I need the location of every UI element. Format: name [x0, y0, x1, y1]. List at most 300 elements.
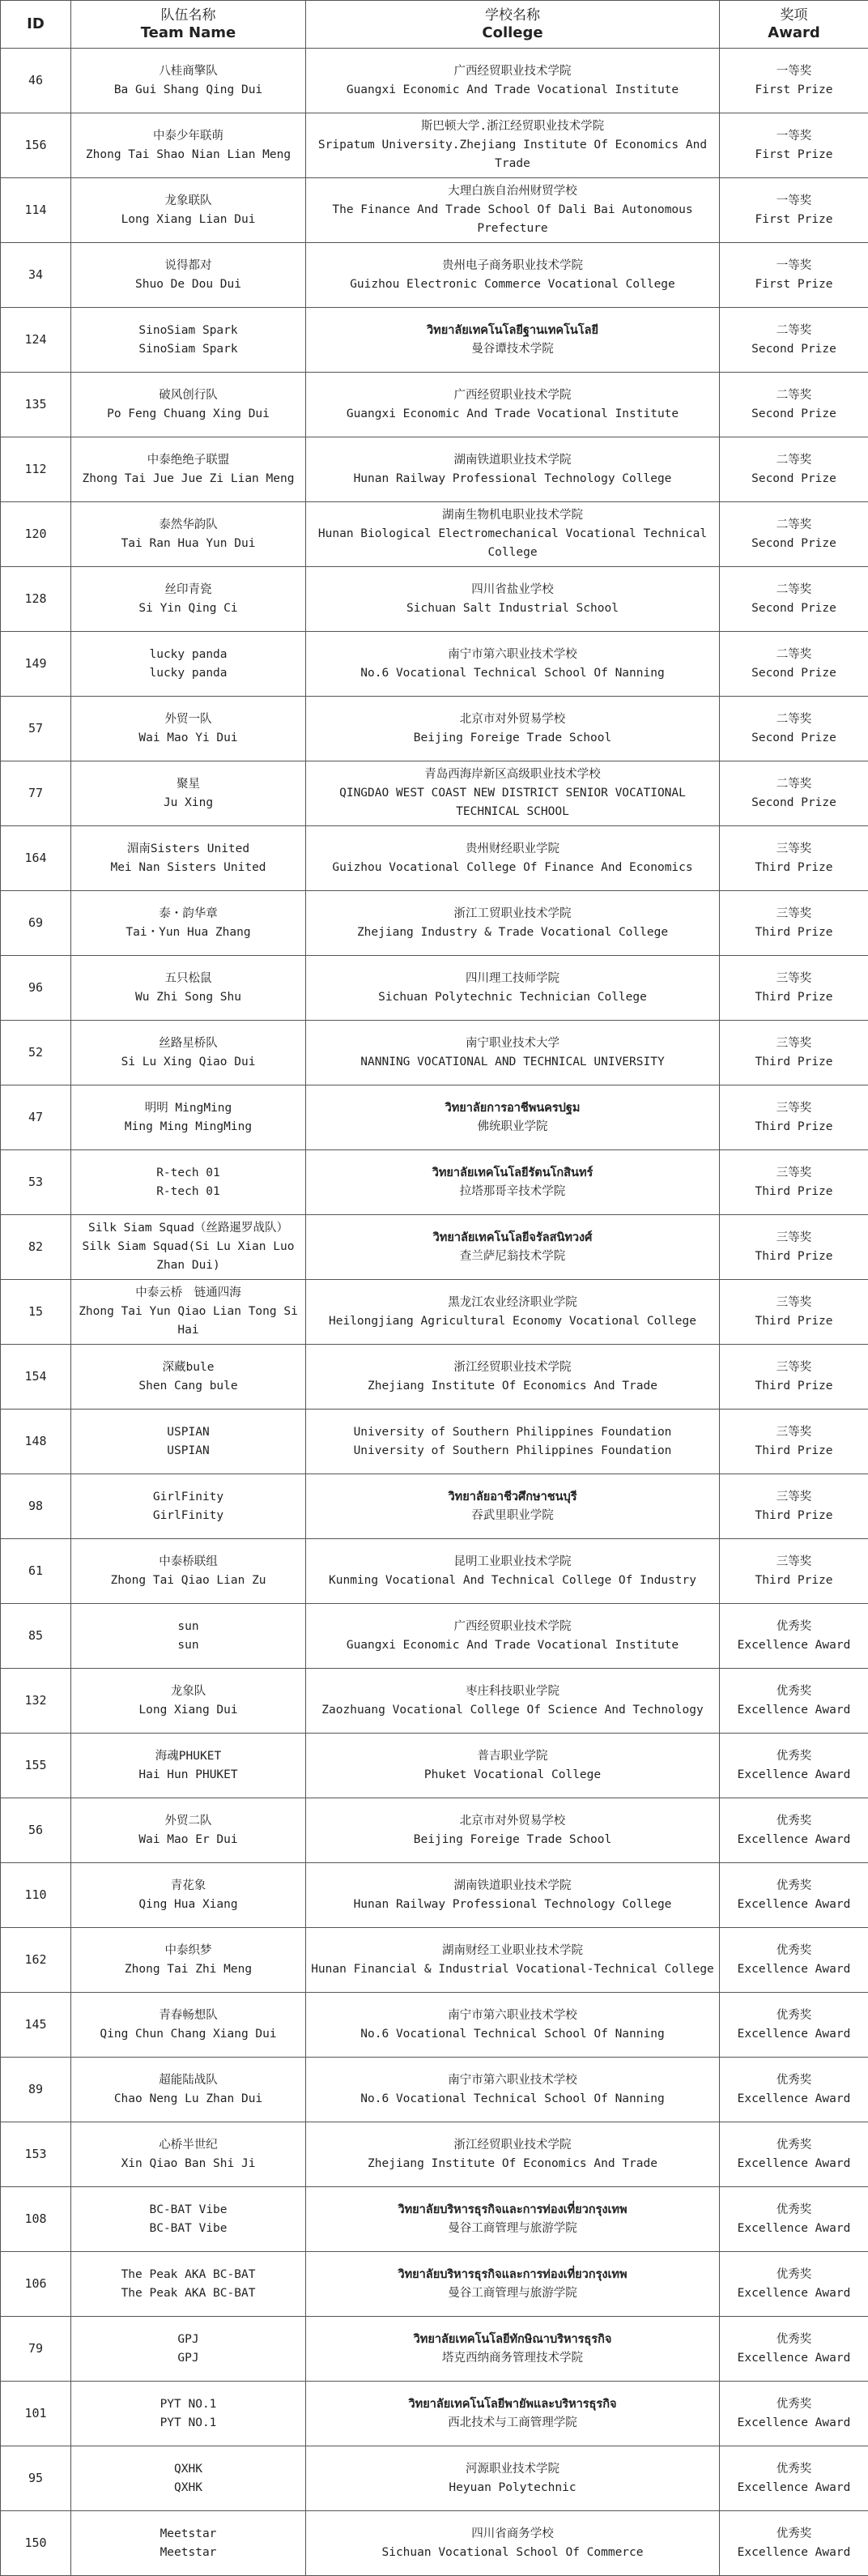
row-id: 46 — [1, 49, 71, 113]
award-zh: 优秀奖 — [725, 1942, 863, 1960]
award-zh: 三等奖 — [725, 1294, 863, 1312]
award-en: Third Prize — [725, 859, 863, 877]
award-zh: 三等奖 — [725, 1358, 863, 1377]
team-name-en: Qing Hua Xiang — [76, 1896, 300, 1914]
college-name-secondary: Beijing Foreige Trade School — [311, 1831, 714, 1849]
header-award-en: Award — [725, 24, 863, 42]
team-name-cell — [71, 632, 306, 697]
college-cell — [306, 308, 720, 373]
table-row — [1, 1798, 868, 1863]
award-en: Third Prize — [725, 1312, 863, 1331]
team-name-zh: 中泰少年联萌 — [76, 127, 300, 146]
award-en: Third Prize — [725, 1507, 863, 1525]
college-name-secondary: No.6 Vocational Technical School Of Nanning — [311, 2025, 714, 2044]
award-zh: 二等奖 — [725, 710, 863, 729]
award-en: Excellence Award — [725, 1636, 863, 1655]
college-cell — [306, 1669, 720, 1734]
team-name-zh: Silk Siam Squad（丝路暹罗战队） — [76, 1219, 300, 1238]
award-en: Third Prize — [725, 1442, 863, 1461]
award-en: Second Prize — [725, 794, 863, 812]
row-id: 47 — [1, 1085, 71, 1150]
table-row — [1, 2122, 868, 2187]
award-en: First Prize — [725, 275, 863, 294]
award-zh: 优秀奖 — [725, 2331, 863, 2349]
award-en: Second Prize — [725, 729, 863, 748]
award-zh: 二等奖 — [725, 386, 863, 405]
award-cell — [720, 373, 868, 437]
row-id: 108 — [1, 2187, 71, 2252]
college-cell — [306, 49, 720, 113]
row-id: 114 — [1, 178, 71, 243]
college-name-primary: วิทยาลัยเทคโนโลยีพายัพและบริหารธุรกิจ — [311, 2395, 714, 2414]
team-name-cell — [71, 1215, 306, 1280]
award-zh: 优秀奖 — [725, 2007, 863, 2025]
row-id: 79 — [1, 2317, 71, 2382]
team-name-cell — [71, 113, 306, 178]
team-name-zh: 湄南Sisters United — [76, 840, 300, 859]
college-name-secondary: Heyuan Polytechnic — [311, 2479, 714, 2497]
team-name-cell — [71, 2511, 306, 2576]
team-name-zh: SinoSiam Spark — [76, 322, 300, 340]
team-name-en: lucky panda — [76, 664, 300, 683]
team-name-zh: 龙象联队 — [76, 192, 300, 211]
team-name-cell — [71, 1085, 306, 1150]
team-name-zh: 外贸二队 — [76, 1812, 300, 1831]
award-en: Second Prize — [725, 599, 863, 618]
table-row — [1, 567, 868, 632]
award-cell — [720, 308, 868, 373]
college-cell — [306, 1215, 720, 1280]
row-id: 98 — [1, 1474, 71, 1539]
college-name-primary: University of Southern Philippines Foundation — [311, 1423, 714, 1442]
college-cell — [306, 1410, 720, 1474]
college-name-primary: 湖南铁道职业技术学院 — [311, 1877, 714, 1896]
team-name-cell — [71, 1539, 306, 1604]
table-row — [1, 1604, 868, 1669]
row-id: 155 — [1, 1734, 71, 1798]
team-name-zh: 心桥半世纪 — [76, 2136, 300, 2155]
college-name-secondary: Zhejiang Institute Of Economics And Trade — [311, 1377, 714, 1396]
college-name-primary: 北京市对外贸易学校 — [311, 1812, 714, 1831]
award-en: Excellence Award — [725, 1960, 863, 1979]
award-zh: 二等奖 — [725, 451, 863, 470]
team-name-en: Mei Nan Sisters United — [76, 859, 300, 877]
table-row — [1, 1215, 868, 1280]
team-name-zh: 中泰绝绝子联盟 — [76, 451, 300, 470]
table-row — [1, 956, 868, 1021]
row-id: 132 — [1, 1669, 71, 1734]
college-name-primary: 枣庄科技职业学院 — [311, 1683, 714, 1701]
team-name-cell — [71, 1798, 306, 1863]
award-cell — [720, 243, 868, 308]
header-team-en: Team Name — [76, 24, 300, 42]
team-name-zh: 聚星 — [76, 775, 300, 794]
award-en: First Prize — [725, 81, 863, 100]
award-zh: 二等奖 — [725, 322, 863, 340]
row-id: 148 — [1, 1410, 71, 1474]
college-cell — [306, 1928, 720, 1993]
college-name-primary: 浙江经贸职业技术学院 — [311, 1358, 714, 1377]
college-cell — [306, 1085, 720, 1150]
college-name-primary: วิทยาลัยบริหารธุรกิจและการท่องเที่ยวกรุงเทพ — [311, 2201, 714, 2220]
award-en: Third Prize — [725, 1118, 863, 1137]
award-zh: 三等奖 — [725, 905, 863, 923]
award-cell — [720, 1410, 868, 1474]
college-cell — [306, 1604, 720, 1669]
college-name-secondary: 曼谷谭技术学院 — [311, 340, 714, 359]
award-cell — [720, 1345, 868, 1410]
team-name-en: Tai・Yun Hua Zhang — [76, 923, 300, 942]
award-zh: 三等奖 — [725, 1164, 863, 1183]
college-name-secondary: Hunan Biological Electromechanical Vocational Technical College — [311, 525, 714, 562]
team-name-en: Meetstar — [76, 2544, 300, 2562]
team-name-zh: 丝路星桥队 — [76, 1034, 300, 1053]
award-cell — [720, 1215, 868, 1280]
award-cell — [720, 49, 868, 113]
college-name-secondary: 曼谷工商管理与旅游学院 — [311, 2220, 714, 2238]
table-row — [1, 2446, 868, 2511]
award-en: Second Prize — [725, 470, 863, 488]
award-cell — [720, 1993, 868, 2058]
college-name-secondary: University of Southern Philippines Foundation — [311, 1442, 714, 1461]
college-cell — [306, 1863, 720, 1928]
team-name-cell — [71, 2187, 306, 2252]
row-id: 154 — [1, 1345, 71, 1410]
college-name-secondary: Phuket Vocational College — [311, 1766, 714, 1785]
header-team-zh: 队伍名称 — [76, 6, 300, 24]
team-name-cell — [71, 178, 306, 243]
team-name-zh: R-tech 01 — [76, 1164, 300, 1183]
college-name-secondary: Hunan Railway Professional Technology College — [311, 1896, 714, 1914]
college-cell — [306, 2317, 720, 2382]
college-name-secondary: Hunan Railway Professional Technology College — [311, 470, 714, 488]
award-cell — [720, 1021, 868, 1085]
team-name-en: Wu Zhi Song Shu — [76, 988, 300, 1007]
header-team-name — [71, 1, 306, 49]
team-name-zh: 中泰织梦 — [76, 1942, 300, 1960]
row-id: 56 — [1, 1798, 71, 1863]
team-name-cell — [71, 891, 306, 956]
award-cell — [720, 2446, 868, 2511]
team-name-en: Shuo De Dou Dui — [76, 275, 300, 294]
college-cell — [306, 1539, 720, 1604]
award-cell — [720, 1928, 868, 1993]
table-row — [1, 2058, 868, 2122]
row-id: 135 — [1, 373, 71, 437]
team-name-en: Shen Cang bule — [76, 1377, 300, 1396]
table-row — [1, 373, 868, 437]
row-id: 15 — [1, 1280, 71, 1345]
award-zh: 优秀奖 — [725, 2266, 863, 2284]
college-name-secondary: Guangxi Economic And Trade Vocational Institute — [311, 1636, 714, 1655]
college-name-secondary: QINGDAO WEST COAST NEW DISTRICT SENIOR VOCATIONAL TECHNICAL SCHOOL — [311, 784, 714, 821]
college-cell — [306, 1280, 720, 1345]
team-name-en: GPJ — [76, 2349, 300, 2368]
team-name-cell — [71, 1410, 306, 1474]
college-cell — [306, 826, 720, 891]
row-id: 57 — [1, 697, 71, 761]
college-cell — [306, 2187, 720, 2252]
college-name-primary: 湖南财经工业职业技术学院 — [311, 1942, 714, 1960]
college-name-secondary: Sichuan Salt Industrial School — [311, 599, 714, 618]
table-body — [1, 49, 868, 2576]
college-name-primary: 普吉职业学院 — [311, 1747, 714, 1766]
award-zh: 三等奖 — [725, 1553, 863, 1572]
row-id: 96 — [1, 956, 71, 1021]
team-name-en: Po Feng Chuang Xing Dui — [76, 405, 300, 424]
team-name-zh: 泰然华韵队 — [76, 516, 300, 535]
header-id: ID — [1, 1, 71, 49]
college-name-primary: 四川省盐业学校 — [311, 581, 714, 599]
team-name-en: Chao Neng Lu Zhan Dui — [76, 2090, 300, 2109]
college-name-primary: 贵州财经职业学院 — [311, 840, 714, 859]
college-name-primary: 南宁职业技术大学 — [311, 1034, 714, 1053]
team-name-zh: 中泰桥联组 — [76, 1553, 300, 1572]
row-id: 156 — [1, 113, 71, 178]
award-zh: 二等奖 — [725, 516, 863, 535]
team-name-zh: 青春畅想队 — [76, 2007, 300, 2025]
team-name-en: PYT NO.1 — [76, 2414, 300, 2433]
team-name-cell — [71, 761, 306, 826]
team-name-en: Zhong Tai Jue Jue Zi Lian Meng — [76, 470, 300, 488]
table-row — [1, 49, 868, 113]
award-zh: 一等奖 — [725, 62, 863, 81]
college-name-secondary: Guangxi Economic And Trade Vocational Institute — [311, 81, 714, 100]
college-name-primary: 大理白族自治州财贸学校 — [311, 182, 714, 201]
header-award-zh: 奖项 — [725, 6, 863, 24]
award-en: Excellence Award — [725, 2284, 863, 2303]
row-id: 52 — [1, 1021, 71, 1085]
college-name-primary: 湖南铁道职业技术学院 — [311, 451, 714, 470]
table-row — [1, 697, 868, 761]
team-name-en: Si Lu Xing Qiao Dui — [76, 1053, 300, 1072]
college-name-primary: 四川省商务学校 — [311, 2525, 714, 2544]
team-name-cell — [71, 243, 306, 308]
header-college — [306, 1, 720, 49]
college-name-secondary: Zhejiang Industry & Trade Vocational College — [311, 923, 714, 942]
team-name-en: Long Xiang Lian Dui — [76, 211, 300, 229]
award-en: Second Prize — [725, 535, 863, 553]
row-id: 145 — [1, 1993, 71, 2058]
college-name-primary: 黑龙江农业经济职业学院 — [311, 1294, 714, 1312]
award-zh: 优秀奖 — [725, 1683, 863, 1701]
table-row — [1, 891, 868, 956]
team-name-cell — [71, 308, 306, 373]
award-cell — [720, 1604, 868, 1669]
team-name-zh: 青花象 — [76, 1877, 300, 1896]
college-name-secondary: Hunan Financial & Industrial Vocational-Technical College — [311, 1960, 714, 1979]
award-zh: 优秀奖 — [725, 2395, 863, 2414]
college-name-secondary: Zaozhuang Vocational College Of Science And Technology — [311, 1701, 714, 1720]
college-name-secondary: 曼谷工商管理与旅游学院 — [311, 2284, 714, 2303]
row-id: 77 — [1, 761, 71, 826]
award-zh: 三等奖 — [725, 1423, 863, 1442]
award-zh: 二等奖 — [725, 581, 863, 599]
college-name-primary: 斯巴顿大学.浙江经贸职业技术学院 — [311, 117, 714, 136]
team-name-en: Ju Xing — [76, 794, 300, 812]
college-cell — [306, 113, 720, 178]
table-row — [1, 1669, 868, 1734]
team-name-zh: USPIAN — [76, 1423, 300, 1442]
college-name-secondary: Sichuan Vocational School Of Commerce — [311, 2544, 714, 2562]
college-name-primary: วิทยาลัยเทคโนโลยีทักษิณาบริหารธุรกิจ — [311, 2331, 714, 2349]
row-id: 162 — [1, 1928, 71, 1993]
college-name-secondary: The Finance And Trade School Of Dali Bai Autonomous Prefecture — [311, 201, 714, 238]
award-zh: 优秀奖 — [725, 1618, 863, 1636]
row-id: 120 — [1, 502, 71, 567]
award-en: Second Prize — [725, 340, 863, 359]
row-id: 53 — [1, 1150, 71, 1215]
team-name-cell — [71, 2382, 306, 2446]
table-row — [1, 2317, 868, 2382]
award-zh: 三等奖 — [725, 1099, 863, 1118]
team-name-cell — [71, 1474, 306, 1539]
college-name-primary: 四川理工技师学院 — [311, 970, 714, 988]
award-en: Second Prize — [725, 664, 863, 683]
table-row — [1, 1474, 868, 1539]
award-en: Excellence Award — [725, 2479, 863, 2497]
college-cell — [306, 956, 720, 1021]
college-cell — [306, 697, 720, 761]
award-zh: 三等奖 — [725, 1034, 863, 1053]
row-id: 153 — [1, 2122, 71, 2187]
team-name-en: Long Xiang Dui — [76, 1701, 300, 1720]
row-id: 82 — [1, 1215, 71, 1280]
college-cell — [306, 2511, 720, 2576]
college-name-primary: วิทยาลัยอาชีวศึกษาชนบุรี — [311, 1488, 714, 1507]
award-en: Third Prize — [725, 923, 863, 942]
team-name-en: Zhong Tai Shao Nian Lian Meng — [76, 146, 300, 164]
row-id: 106 — [1, 2252, 71, 2317]
team-name-zh: The Peak AKA BC-BAT — [76, 2266, 300, 2284]
college-name-secondary: Kunming Vocational And Technical College Of Industry — [311, 1572, 714, 1590]
college-cell — [306, 502, 720, 567]
college-name-primary: 贵州电子商务职业技术学院 — [311, 257, 714, 275]
award-zh: 一等奖 — [725, 192, 863, 211]
team-name-en: SinoSiam Spark — [76, 340, 300, 359]
award-zh: 三等奖 — [725, 970, 863, 988]
row-id: 110 — [1, 1863, 71, 1928]
award-cell — [720, 2382, 868, 2446]
team-name-en: Zhong Tai Zhi Meng — [76, 1960, 300, 1979]
award-zh: 优秀奖 — [725, 2460, 863, 2479]
college-name-primary: วิทยาลัยบริหารธุรกิจและการท่องเที่ยวกรุงเทพ — [311, 2266, 714, 2284]
row-id: 150 — [1, 2511, 71, 2576]
award-en: Excellence Award — [725, 1831, 863, 1849]
college-cell — [306, 1345, 720, 1410]
team-name-en: BC-BAT Vibe — [76, 2220, 300, 2238]
college-cell — [306, 891, 720, 956]
college-cell — [306, 1474, 720, 1539]
team-name-zh: 破风创行队 — [76, 386, 300, 405]
college-name-secondary: 拉塔那哥辛技术学院 — [311, 1183, 714, 1201]
award-cell — [720, 1734, 868, 1798]
college-cell — [306, 1798, 720, 1863]
award-en: Excellence Award — [725, 2414, 863, 2433]
college-name-primary: 广西经贸职业技术学院 — [311, 1618, 714, 1636]
team-name-zh: PYT NO.1 — [76, 2395, 300, 2414]
college-cell — [306, 2122, 720, 2187]
table-row — [1, 1085, 868, 1150]
team-name-zh: 超能陆战队 — [76, 2071, 300, 2090]
team-name-zh: 丝印青瓷 — [76, 581, 300, 599]
team-name-cell — [71, 1669, 306, 1734]
award-cell — [720, 1798, 868, 1863]
table-row — [1, 2187, 868, 2252]
award-cell — [720, 113, 868, 178]
college-name-primary: วิทยาลัยเทคโนโลยีจรัลสนิทวงศ์ — [311, 1229, 714, 1247]
team-name-en: The Peak AKA BC-BAT — [76, 2284, 300, 2303]
award-cell — [720, 632, 868, 697]
college-cell — [306, 632, 720, 697]
table-row — [1, 502, 868, 567]
team-name-en: Ba Gui Shang Qing Dui — [76, 81, 300, 100]
team-name-cell — [71, 1150, 306, 1215]
college-name-primary: 南宁市第六职业技术学校 — [311, 646, 714, 664]
award-zh: 优秀奖 — [725, 2136, 863, 2155]
team-name-zh: QXHK — [76, 2460, 300, 2479]
team-name-en: Si Yin Qing Ci — [76, 599, 300, 618]
award-cell — [720, 1539, 868, 1604]
team-name-zh: 外贸一队 — [76, 710, 300, 729]
table-row — [1, 761, 868, 826]
college-name-secondary: Zhejiang Institute Of Economics And Trade — [311, 2155, 714, 2173]
team-name-cell — [71, 2058, 306, 2122]
college-name-primary: วิทยาลัยเทคโนโลยีฐานเทคโนโลยี — [311, 322, 714, 340]
college-name-primary: 南宁市第六职业技术学校 — [311, 2007, 714, 2025]
table-row — [1, 308, 868, 373]
team-name-cell — [71, 1863, 306, 1928]
award-cell — [720, 2058, 868, 2122]
team-name-zh: 说得都对 — [76, 257, 300, 275]
college-name-secondary: Beijing Foreige Trade School — [311, 729, 714, 748]
college-cell — [306, 2382, 720, 2446]
team-name-cell — [71, 697, 306, 761]
college-name-secondary: 查兰萨尼翁技术学院 — [311, 1247, 714, 1266]
award-en: First Prize — [725, 211, 863, 229]
team-name-en: Silk Siam Squad(Si Lu Xian Luo Zhan Dui) — [76, 1238, 300, 1275]
row-id: 149 — [1, 632, 71, 697]
table-row — [1, 1280, 868, 1345]
award-cell — [720, 697, 868, 761]
table-row — [1, 1993, 868, 2058]
team-name-cell — [71, 1993, 306, 2058]
award-en: Excellence Award — [725, 1766, 863, 1785]
college-name-secondary: 塔克西纳商务管理技术学院 — [311, 2349, 714, 2368]
award-cell — [720, 826, 868, 891]
award-en: Excellence Award — [725, 2544, 863, 2562]
team-name-en: Xin Qiao Ban Shi Ji — [76, 2155, 300, 2173]
award-en: Excellence Award — [725, 2155, 863, 2173]
team-name-zh: 龙象队 — [76, 1683, 300, 1701]
team-name-zh: 深藏bule — [76, 1358, 300, 1377]
college-cell — [306, 1150, 720, 1215]
team-name-zh: GPJ — [76, 2331, 300, 2349]
team-name-cell — [71, 1021, 306, 1085]
team-name-zh: 海魂PHUKET — [76, 1747, 300, 1766]
college-name-secondary: No.6 Vocational Technical School Of Nanning — [311, 664, 714, 683]
row-id: 85 — [1, 1604, 71, 1669]
row-id: 89 — [1, 2058, 71, 2122]
team-name-cell — [71, 2122, 306, 2187]
college-name-secondary: 佛统职业学院 — [311, 1118, 714, 1137]
award-cell — [720, 437, 868, 502]
award-cell — [720, 2187, 868, 2252]
team-name-cell — [71, 49, 306, 113]
team-name-zh: 泰・韵华章 — [76, 905, 300, 923]
college-name-secondary: NANNING VOCATIONAL AND TECHNICAL UNIVERSITY — [311, 1053, 714, 1072]
team-name-cell — [71, 502, 306, 567]
